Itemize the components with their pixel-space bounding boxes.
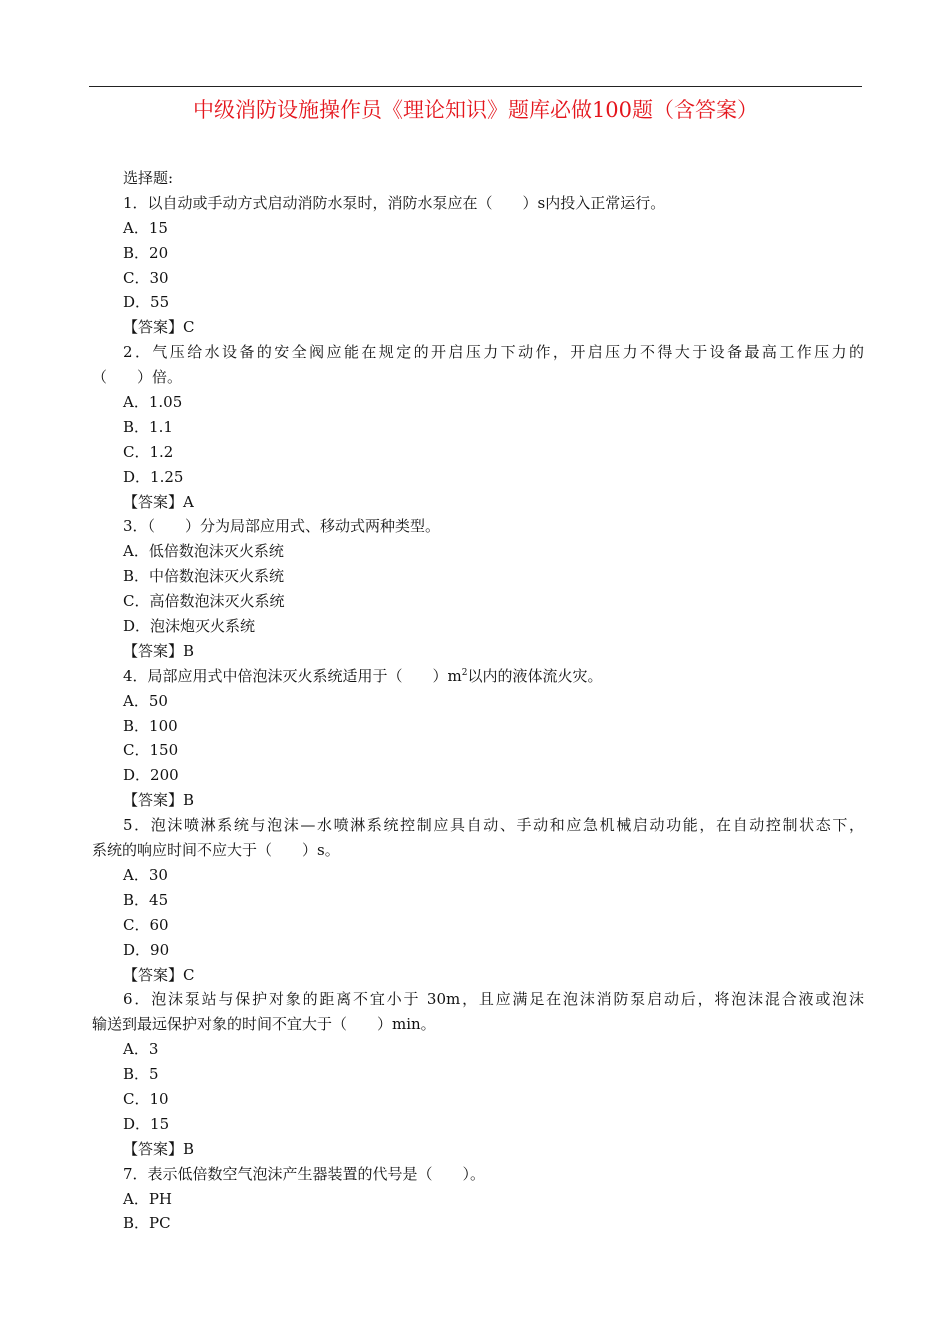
question-2-option-a: A．1.05 <box>123 393 183 412</box>
question-3-option-b: B．中倍数泡沫灭火系统 <box>123 567 285 586</box>
question-4-option-a: A．50 <box>123 691 168 710</box>
question-5-answer: 【答案】C <box>123 965 195 984</box>
question-3-option-c: C．高倍数泡沫灭火系统 <box>123 592 285 611</box>
question-4-stem <box>92 664 864 689</box>
question-6-option-b: B．5 <box>123 1065 159 1084</box>
question-2-option-c: C．1.2 <box>123 442 174 461</box>
question-1-answer: 【答案】C <box>123 318 195 337</box>
question-2-answer: 【答案】A <box>123 492 194 511</box>
question-6-option-a: A．3 <box>123 1040 159 1059</box>
question-4-stem-tail: 以内的液体流火灾。 <box>467 666 603 685</box>
question-1-stem: 1．以自动或手动方式启动消防水泵时，消防水泵应在（ ）s内投入正常运行。 <box>123 193 666 212</box>
question-3-option-a: A．低倍数泡沫灭火系统 <box>123 542 284 561</box>
question-5-stem-line-2: 系统的响应时间不应大于（ ）s。 <box>92 841 340 860</box>
question-6-option-d: D．15 <box>123 1114 170 1133</box>
question-4-superscript: 2 <box>461 667 468 678</box>
question-4-answer: 【答案】B <box>123 791 195 810</box>
question-6-stem-line-1: 6．泡沫泵站与保护对象的距离不宜小于 30m，且应满足在泡沫消防泵启动后，将泡沫混合液或泡沫 <box>123 990 864 1009</box>
question-4-option-c: C．150 <box>123 741 179 760</box>
question-list <box>92 166 864 1236</box>
question-1-option-a: A．15 <box>123 218 168 237</box>
question-2-option-d: D．1.25 <box>123 467 184 486</box>
section-label: 选择题: <box>123 169 174 187</box>
header-rule <box>89 86 862 87</box>
question-2-option-b: B．1.1 <box>123 417 173 436</box>
question-3-option-d: D．泡沫炮灭火系统 <box>123 617 256 636</box>
question-6-stem-line-2: 输送到最远保护对象的时间不宜大于（ ）min。 <box>92 1015 436 1034</box>
question-5-option-c: C．60 <box>123 915 169 934</box>
question-7-option-b: B．PC <box>123 1214 171 1233</box>
question-5-option-d: D．90 <box>123 940 170 959</box>
question-2-stem-line-1: 2．气压给水设备的安全阀应能在规定的开启压力下动作，开启压力不得大于设备最高工作压力的 <box>123 343 864 362</box>
question-5-option-a: A．30 <box>123 865 168 884</box>
question-3-answer: 【答案】B <box>123 641 195 660</box>
question-1-option-b: B．20 <box>123 243 169 262</box>
question-4-option-b: B．100 <box>123 716 178 735</box>
question-1-option-d: D．55 <box>123 293 170 312</box>
question-7-option-a: A．PH <box>123 1189 173 1208</box>
question-6-answer: 【答案】B <box>123 1139 195 1158</box>
question-5-stem-line-1: 5．泡沫喷淋系统与泡沫—水喷淋系统控制应具自动、手动和应急机械启动功能，在自动控制状态下， <box>123 816 864 835</box>
question-4-option-d: D．200 <box>123 766 179 785</box>
question-3-stem: 3．（ ）分为局部应用式、移动式两种类型。 <box>123 517 441 536</box>
question-4-stem-text: 4．局部应用式中倍泡沫灭火系统适用于（ ）m <box>123 666 462 685</box>
question-2-stem-line-2: （ ）倍。 <box>92 368 183 387</box>
page-title: 中级消防设施操作员《理论知识》题库必做100题（含答案） <box>192 98 759 122</box>
question-5-option-b: B．45 <box>123 890 169 909</box>
question-1-option-c: C．30 <box>123 268 169 287</box>
question-7-stem: 7．表示低倍数空气泡沫产生器装置的代号是（ ）。 <box>123 1164 486 1183</box>
question-6-option-c: C．10 <box>123 1089 169 1108</box>
